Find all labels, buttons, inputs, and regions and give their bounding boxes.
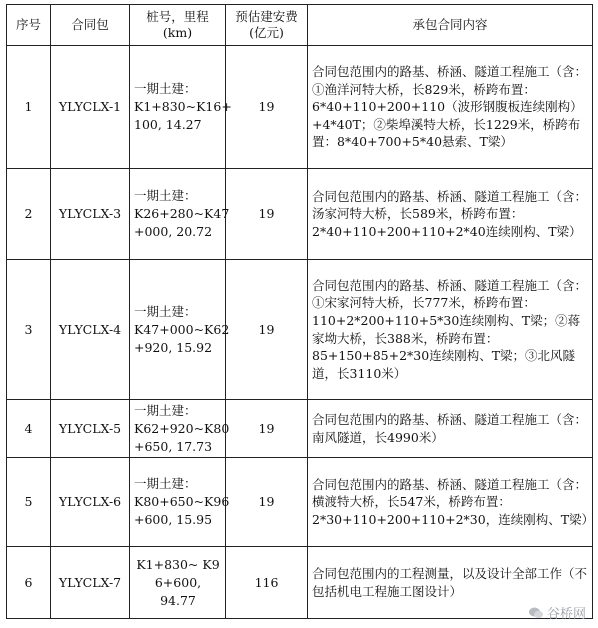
cell-seq: 3 [7,260,51,400]
cell-mileage: 一期土建： K62+920~K80 +650, 17.73 [130,400,226,458]
cell-content: 合同包范围内的路基、桥涵、隧道工程施工（含：①渔洋河特大桥，长829米，桥跨布置：6*40+110+200+110（波形钢腹板连续刚构）+4*40T；②柴埠溪特大桥，长1229米，桥跨布置：8*40+700+5*40悬索、T梁） [308,46,593,169]
cell-cost: 19 [226,400,308,458]
cell-mileage: 一期土建： K80+650~K96 +600, 15.95 [130,458,226,547]
table-row [7,169,593,260]
cell-contract: YLYCLX-4 [51,260,130,400]
cell-content: 合同包范围内的路基、桥涵、隧道工程施工（含：横渡特大桥，长547米，桥跨布置：2*30+110+200+110+2*30，连续刚构、T梁） [308,458,593,547]
header-content: 承包合同内容 [308,5,593,46]
table-row [7,46,593,169]
table-row [7,547,593,619]
contract-table [6,4,593,619]
cell-contract: YLYCLX-1 [51,46,130,169]
cell-seq: 6 [7,547,51,619]
watermark [528,603,586,622]
chat-bubble-icon [528,605,544,621]
cell-contract: YLYCLX-3 [51,169,130,260]
table-row [7,400,593,458]
header-seq: 序号 [7,5,51,46]
watermark-text: 谷桥网 [546,607,586,622]
cell-mileage: 一期土建： K26+280~K47 +000, 20.72 [130,169,226,260]
cell-seq: 4 [7,400,51,458]
cell-mileage: K1+830~ K9 6+600, 94.77 [130,547,226,619]
cell-seq: 5 [7,458,51,547]
cell-cost: 19 [226,169,308,260]
cell-cost: 116 [226,547,308,619]
header-contract: 合同包 [51,5,130,46]
header-mileage: 桩号，里程 (km) [130,5,226,46]
cell-cost: 19 [226,260,308,400]
cell-content: 合同包范围内的路基、桥涵、隧道工程施工（含：①宋家河特大桥，长777米，桥跨布置：110+2*200+110+5*30连续刚构、T梁；②蒋家坳大桥，长388米，桥跨布置：85+150+85+2*30连续刚构、T梁；③北风隧道，长3110米） [308,260,593,400]
header-cost: 预估建安费 (亿元) [226,5,308,46]
cell-contract: YLYCLX-5 [51,400,130,458]
cell-seq: 2 [7,169,51,260]
cell-contract: YLYCLX-7 [51,547,130,619]
table-row [7,458,593,547]
cell-mileage: 一期土建： K47+000~K62 +920, 15.92 [130,260,226,400]
cell-content: 合同包范围内的路基、桥涵、隧道工程施工（含：南风隧道，长4990米） [308,400,593,458]
cell-seq: 1 [7,46,51,169]
cell-contract: YLYCLX-6 [51,458,130,547]
cell-cost: 19 [226,458,308,547]
header-row [7,5,593,46]
cell-content: 合同包范围内的工程测量，以及设计全部工作（不包括机电工程施工图设计） [308,547,593,619]
cell-mileage: 一期土建： K1+830~K16+ 100, 14.27 [130,46,226,169]
table-row [7,260,593,400]
cell-content: 合同包范围内的路基、桥涵、隧道工程施工（含：汤家河特大桥，长589米，桥跨布置：2*40+110+200+110+2*40连续刚构、T梁） [308,169,593,260]
cell-cost: 19 [226,46,308,169]
